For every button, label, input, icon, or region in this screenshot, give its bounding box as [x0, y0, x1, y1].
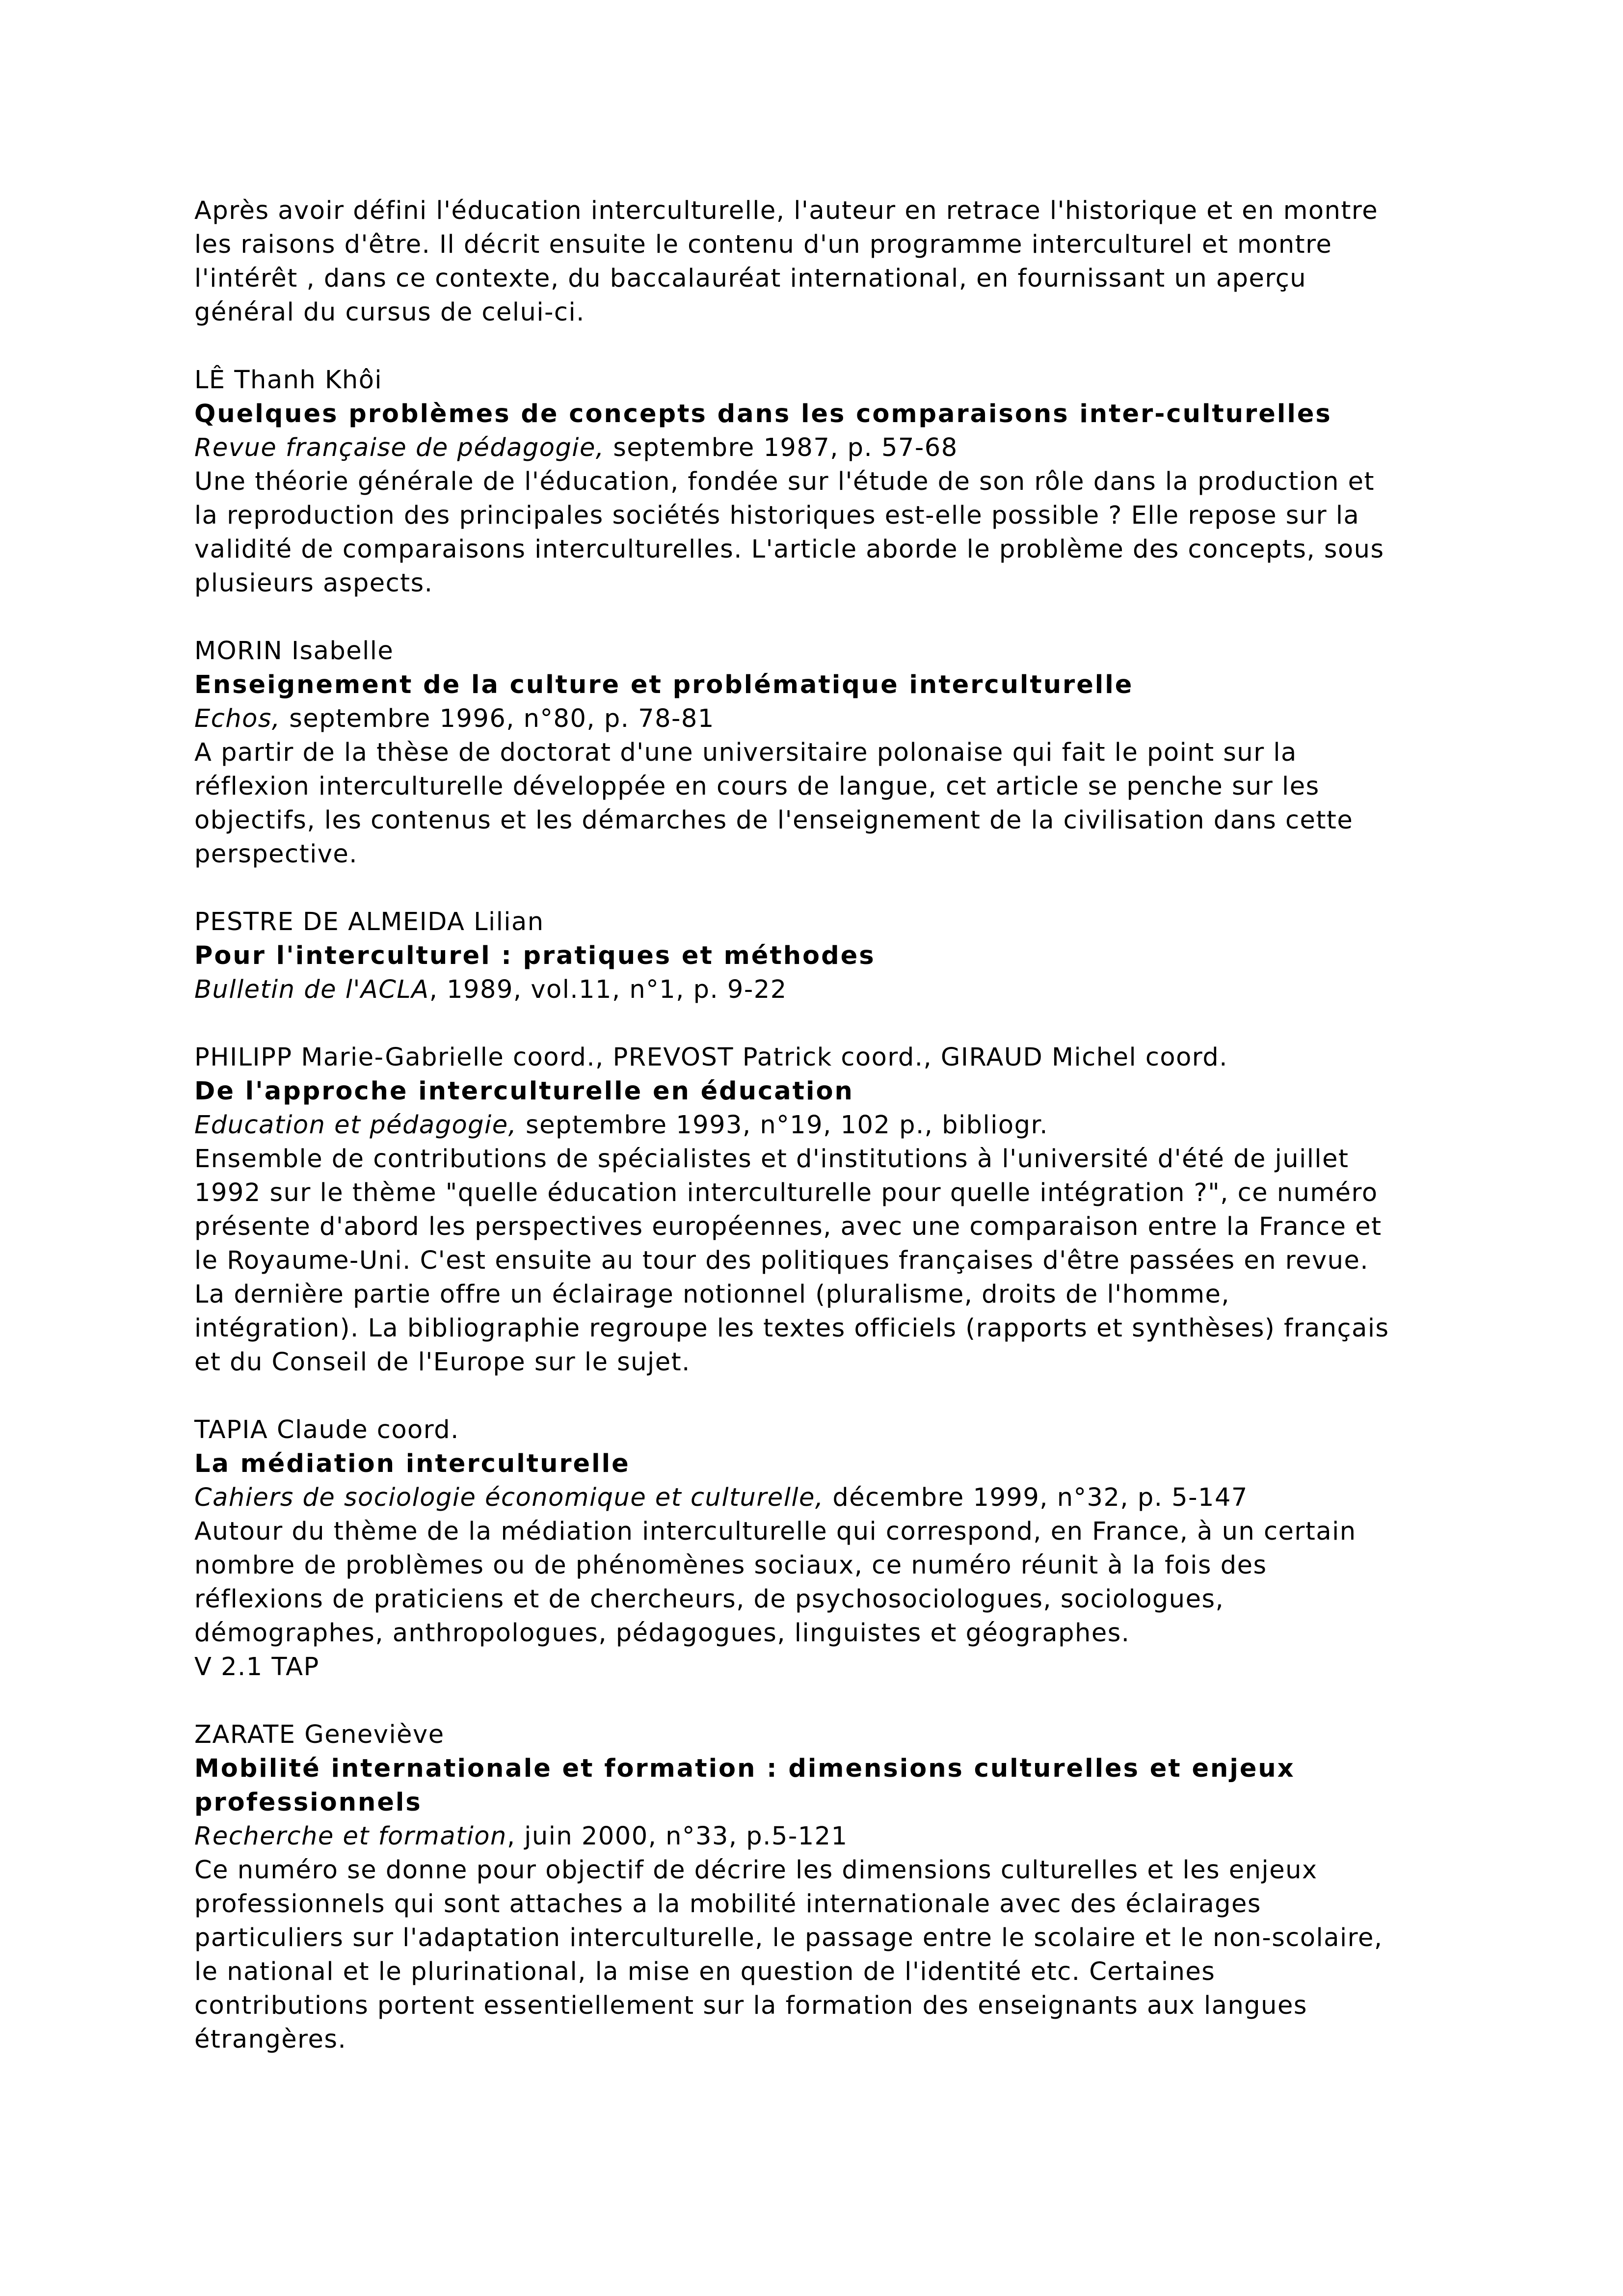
entry-title: professionnels: [194, 1788, 422, 1817]
spacer: [194, 871, 1451, 905]
entry-title: Quelques problèmes de concepts dans les comparaisons inter-culturelles: [194, 400, 1332, 428]
bibliography-entry: [194, 905, 1451, 1007]
entry-details: septembre 1996, n°80, p. 78-81: [280, 704, 715, 733]
entry-abstract-line: étrangères.: [194, 2025, 347, 2054]
intro-line: Après avoir défini l'éducation interculturelle, l'auteur en retrace l'historique et en montre: [194, 196, 1379, 225]
entry-details: septembre 1987, p. 57-68: [604, 433, 958, 462]
entry-abstract-line: A partir de la thèse de doctorat d'une universitaire polonaise qui fait le point sur la: [194, 738, 1297, 767]
bibliography-entry: [194, 1041, 1451, 1379]
entry-abstract-line: Autour du thème de la médiation interculturelle qui correspond, en France, à un certain: [194, 1517, 1357, 1546]
entry-abstract-line: la reproduction des principales sociétés historiques est-elle possible ? Elle repose sur la: [194, 501, 1360, 530]
intro-line: les raisons d'être. Il décrit ensuite le contenu d'un programme interculturel et montre: [194, 230, 1332, 259]
entry-source: [194, 431, 1451, 465]
bibliography-entry: [194, 363, 1451, 600]
entry-abstract-line: professionnels qui sont attaches a la mobilité internationale avec des éclairages: [194, 1890, 1261, 1919]
bibliography-entry: [194, 1413, 1451, 1684]
entry-abstract-line: présente d'abord les perspectives européennes, avec une comparaison entre la France et: [194, 1212, 1382, 1241]
intro-line: l'intérêt , dans ce contexte, du baccalauréat international, en fournissant un aperçu: [194, 264, 1307, 293]
entry-abstract-line: nombre de problèmes ou de phénomènes sociaux, ce numéro réunit à la fois des: [194, 1551, 1267, 1580]
entry-abstract-line: et du Conseil de l'Europe sur le sujet.: [194, 1348, 691, 1377]
entry-source: [194, 973, 1451, 1007]
entry-source: [194, 1108, 1451, 1142]
entry-details: septembre 1993, n°19, 102 p., bibliogr.: [517, 1111, 1048, 1140]
entry-title: La médiation interculturelle: [194, 1449, 630, 1478]
entry-journal: Echos,: [194, 704, 281, 733]
entry-abstract-line: le Royaume-Uni. C'est ensuite au tour des politiques françaises d'être passées en revue.: [194, 1246, 1369, 1275]
entry-abstract-line: réflexions de praticiens et de chercheurs, de psychosociologues, sociologues,: [194, 1585, 1224, 1614]
entry-abstract-line: Une théorie générale de l'éducation, fondée sur l'étude de son rôle dans la production et: [194, 467, 1375, 496]
entry-author: MORIN Isabelle: [194, 637, 394, 666]
entry-journal: Cahiers de sociologie économique et culturelle,: [194, 1483, 824, 1512]
entry-title: Enseignement de la culture et problématique interculturelle: [194, 670, 1134, 699]
entry-abstract-line: démographes, anthropologues, pédagogues, linguistes et géographes.: [194, 1619, 1130, 1648]
entry-abstract-line: le national et le plurinational, la mise en question de l'identité etc. Certaines: [194, 1957, 1216, 1986]
entry-abstract-line: réflexion interculturelle développée en cours de langue, cet article se penche sur les: [194, 772, 1320, 801]
bibliography-entry: [194, 1718, 1451, 2056]
entry-source: [194, 1819, 1451, 1853]
intro-paragraph: [194, 194, 1451, 329]
entry-details: décembre 1999, n°32, p. 5-147: [824, 1483, 1248, 1512]
entry-title: Pour l'interculturel : pratiques et méthodes: [194, 941, 876, 970]
entry-abstract-line: Ce numéro se donne pour objectif de décrire les dimensions culturelles et les enjeux: [194, 1856, 1318, 1885]
entry-author: PESTRE DE ALMEIDA Lilian: [194, 908, 544, 936]
entry-abstract-line: contributions portent essentiellement sur la formation des enseignants aux langues: [194, 1991, 1307, 2020]
bibliography-page: [194, 194, 1451, 2056]
spacer: [194, 1007, 1451, 1041]
entry-journal: Education et pédagogie,: [194, 1111, 517, 1140]
spacer: [194, 1684, 1451, 1718]
entry-abstract-line: particuliers sur l'adaptation interculturelle, le passage entre le scolaire et le non-scolaire,: [194, 1923, 1383, 1952]
entry-details: , juin 2000, n°33, p.5-121: [506, 1822, 848, 1851]
entry-abstract-line: La dernière partie offre un éclairage notionnel (pluralisme, droits de l'homme,: [194, 1280, 1230, 1309]
spacer: [194, 600, 1451, 634]
entry-author: TAPIA Claude coord.: [194, 1415, 459, 1444]
entry-abstract-line: objectifs, les contenus et les démarches de l'enseignement de la civilisation dans cette: [194, 806, 1354, 835]
entry-abstract-line: 1992 sur le thème "quelle éducation interculturelle pour quelle intégration ?", ce numéro: [194, 1178, 1378, 1207]
entry-author: LÊ Thanh Khôi: [194, 366, 383, 395]
entry-abstract-line: plusieurs aspects.: [194, 569, 433, 598]
entry-author: ZARATE Geneviève: [194, 1720, 445, 1749]
entry-title: Mobilité internationale et formation : dimensions culturelles et enjeux: [194, 1754, 1295, 1783]
entry-abstract-line: perspective.: [194, 840, 358, 869]
entry-journal: Revue française de pédagogie,: [194, 433, 605, 462]
entry-title: De l'approche interculturelle en éducation: [194, 1077, 854, 1106]
entry-source: [194, 1481, 1451, 1515]
entry-call-number: V 2.1 TAP: [194, 1653, 319, 1682]
intro-line: général du cursus de celui-ci.: [194, 298, 585, 327]
entry-journal: Bulletin de l'ACLA: [194, 975, 429, 1004]
entry-journal: Recherche et formation: [194, 1822, 507, 1851]
entry-details: , 1989, vol.11, n°1, p. 9-22: [429, 975, 787, 1004]
bibliography-entry: [194, 634, 1451, 871]
entry-abstract-line: Ensemble de contributions de spécialistes et d'institutions à l'université d'été de juillet: [194, 1145, 1349, 1174]
entry-abstract-line: validité de comparaisons interculturelles. L'article aborde le problème des concepts, sous: [194, 535, 1384, 564]
entry-source: [194, 702, 1451, 736]
spacer: [194, 329, 1451, 363]
spacer: [194, 1379, 1451, 1413]
entry-author: PHILIPP Marie-Gabrielle coord., PREVOST Patrick coord., GIRAUD Michel coord.: [194, 1043, 1228, 1072]
entry-abstract-line: intégration). La bibliographie regroupe les textes officiels (rapports et synthèses) français: [194, 1314, 1389, 1343]
